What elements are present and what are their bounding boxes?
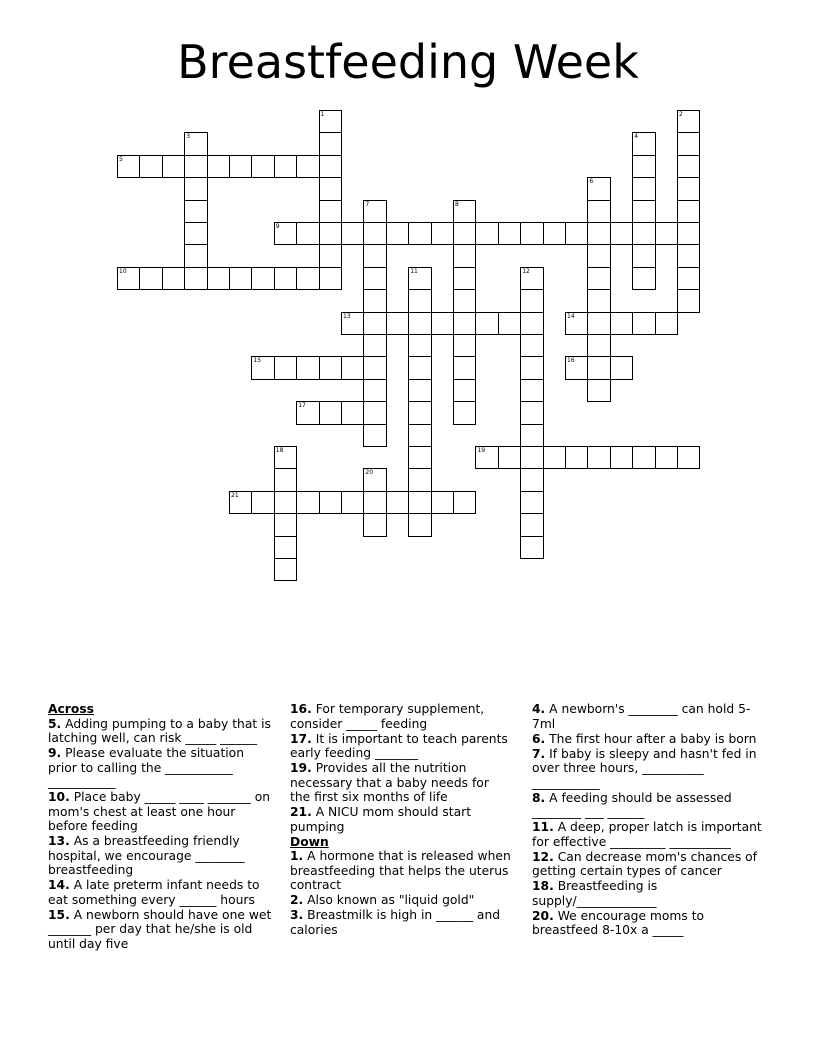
grid-cell[interactable]	[296, 356, 319, 379]
grid-cell[interactable]	[274, 536, 297, 559]
clue-label: 5.	[48, 716, 62, 731]
grid-cell[interactable]	[363, 401, 386, 424]
down-clue	[532, 702, 764, 731]
grid-cell[interactable]	[274, 491, 297, 514]
grid-cell[interactable]	[296, 155, 319, 178]
down-clue	[532, 747, 764, 791]
grid-cell[interactable]	[341, 491, 364, 514]
clue-number: 16	[567, 357, 575, 365]
clue-label: 12.	[532, 849, 554, 864]
grid-cell[interactable]	[341, 222, 364, 245]
grid-cell[interactable]	[274, 267, 297, 290]
grid-cell[interactable]	[587, 356, 610, 379]
grid-cell[interactable]	[565, 356, 588, 379]
clue-text: The first hour after a baby is born	[545, 731, 757, 746]
grid-cell[interactable]	[408, 401, 431, 424]
grid-cell[interactable]	[408, 334, 431, 357]
grid-cell[interactable]	[565, 222, 588, 245]
grid-cell[interactable]	[610, 222, 633, 245]
grid-cell[interactable]	[184, 222, 207, 245]
grid-cell[interactable]	[543, 222, 566, 245]
clue-number: 3	[186, 133, 191, 141]
clue-label: 13.	[48, 834, 70, 848]
grid-cell[interactable]	[453, 379, 476, 402]
grid-cell[interactable]	[587, 222, 610, 245]
clue-number: 21	[231, 491, 239, 499]
grid-cell[interactable]	[587, 267, 610, 290]
grid-cell[interactable]	[251, 267, 274, 290]
clue-label: 9.	[48, 746, 62, 760]
clue-label: 15.	[48, 907, 70, 922]
grid-cell[interactable]	[386, 491, 409, 514]
grid-cell[interactable]	[520, 356, 543, 379]
grid-cell[interactable]	[274, 155, 297, 178]
clue-column-3	[532, 702, 764, 938]
grid-cell[interactable]	[363, 222, 386, 245]
grid-cell[interactable]	[363, 468, 386, 491]
grid-cell[interactable]	[677, 446, 700, 469]
clue-text: We encourage moms to breastfeed 8-10x a _____	[532, 908, 705, 937]
clue-number: 1	[320, 111, 325, 118]
grid-cell[interactable]	[632, 267, 655, 290]
across-clue	[48, 717, 276, 746]
across-clue	[48, 834, 276, 878]
grid-cell[interactable]	[319, 132, 342, 155]
grid-cell[interactable]	[520, 267, 543, 290]
grid-cell[interactable]	[296, 491, 319, 514]
grid-cell[interactable]	[341, 312, 364, 335]
grid-cell[interactable]	[632, 177, 655, 200]
grid-cell[interactable]	[453, 491, 476, 514]
grid-cell[interactable]	[453, 356, 476, 379]
grid-cell[interactable]	[587, 244, 610, 267]
clue-number: 5	[119, 155, 123, 163]
grid-cell[interactable]	[274, 356, 297, 379]
clue-label: 7.	[532, 746, 546, 761]
grid-cell[interactable]	[117, 267, 140, 290]
grid-cell[interactable]	[587, 446, 610, 469]
clue-number: 6	[589, 178, 594, 186]
grid-cell[interactable]	[520, 513, 543, 536]
clue-text: Also known as "liquid gold"	[303, 893, 475, 907]
clue-number: 2	[679, 111, 683, 118]
grid-cell[interactable]	[229, 155, 252, 178]
grid-cell[interactable]	[139, 267, 162, 290]
grid-cell[interactable]	[363, 379, 386, 402]
clue-number: 11	[410, 267, 418, 275]
grid-cell[interactable]	[139, 155, 162, 178]
grid-cell[interactable]	[453, 244, 476, 267]
down-clue	[532, 791, 764, 820]
clue-label: 6.	[532, 731, 546, 746]
grid-cell[interactable]	[610, 312, 633, 335]
grid-cell[interactable]	[408, 491, 431, 514]
grid-cell[interactable]	[184, 267, 207, 290]
grid-cell[interactable]	[520, 536, 543, 559]
clue-number: 12	[522, 267, 530, 275]
clue-label: 20.	[532, 908, 554, 923]
grid-cell[interactable]	[565, 312, 588, 335]
grid-cell[interactable]	[296, 401, 319, 424]
clue-number: 8	[455, 200, 459, 208]
clue-text: A deep, proper latch is important for effective _________ __________	[532, 820, 762, 849]
grid-cell[interactable]	[632, 132, 655, 155]
grid-cell[interactable]	[363, 244, 386, 267]
grid-cell[interactable]	[587, 312, 610, 335]
clue-label: 4.	[532, 702, 546, 716]
grid-cell[interactable]	[632, 312, 655, 335]
clue-label: 17.	[290, 731, 312, 746]
grid-cell[interactable]	[565, 446, 588, 469]
grid-cell[interactable]	[408, 312, 431, 335]
grid-cell[interactable]	[587, 379, 610, 402]
grid-cell[interactable]	[655, 446, 678, 469]
across-clue-list	[48, 717, 276, 952]
grid-cell[interactable]	[520, 222, 543, 245]
grid-cell[interactable]	[498, 312, 521, 335]
grid-cell[interactable]	[431, 312, 454, 335]
grid-cell[interactable]	[319, 155, 342, 178]
grid-cell[interactable]	[184, 244, 207, 267]
grid-cell[interactable]	[408, 513, 431, 536]
grid-cell[interactable]	[319, 491, 342, 514]
across-clue	[290, 805, 512, 834]
grid-cell[interactable]	[520, 424, 543, 447]
across-clue	[48, 878, 276, 907]
clue-text: A newborn's ________ can hold 5-7ml	[532, 702, 751, 731]
clue-label: 18.	[532, 879, 554, 893]
grid-cell[interactable]	[453, 200, 476, 223]
grid-cell[interactable]	[453, 289, 476, 312]
grid-cell[interactable]	[587, 177, 610, 200]
across-clue-list-continued	[290, 702, 512, 834]
down-clue	[290, 849, 512, 893]
clue-text: Can decrease mom's chances of getting certain types of cancer	[532, 849, 757, 878]
grid-cell[interactable]	[520, 334, 543, 357]
grid-cell[interactable]	[610, 446, 633, 469]
grid-cell[interactable]	[475, 222, 498, 245]
grid-cell[interactable]	[341, 356, 364, 379]
grid-cell[interactable]	[632, 200, 655, 223]
clue-text: Place baby _____ ____ _______ on mom's chest at least one hour before feeding	[48, 790, 271, 833]
grid-cell[interactable]	[408, 289, 431, 312]
grid-cell[interactable]	[520, 401, 543, 424]
clue-text: If baby is sleepy and hasn't fed in over three hours, __________ ___________	[532, 746, 757, 790]
grid-cell[interactable]	[341, 401, 364, 424]
grid-cell[interactable]	[677, 155, 700, 178]
clue-label: 14.	[48, 878, 70, 892]
clue-label: 8.	[532, 790, 546, 805]
down-clue	[532, 820, 764, 849]
grid-cell[interactable]	[162, 155, 185, 178]
down-clue	[290, 893, 512, 908]
clue-text: A hormone that is released when breastfeeding that helps the uterus contract	[290, 849, 511, 892]
grid-cell[interactable]	[296, 222, 319, 245]
grid-cell[interactable]	[610, 356, 633, 379]
grid-cell[interactable]	[655, 222, 678, 245]
across-clue	[48, 790, 276, 834]
clue-number: 9	[275, 223, 280, 230]
clue-label: 1.	[290, 849, 304, 863]
grid-cell[interactable]	[274, 222, 297, 245]
grid-cell[interactable]	[319, 222, 342, 245]
grid-cell[interactable]	[274, 446, 297, 469]
clue-column-1	[48, 702, 276, 952]
grid-cell[interactable]	[363, 356, 386, 379]
across-heading: Across	[48, 702, 94, 716]
grid-cell[interactable]	[632, 222, 655, 245]
clue-number: 13	[343, 312, 351, 320]
grid-cell[interactable]	[162, 267, 185, 290]
grid-cell[interactable]	[251, 155, 274, 178]
grid-cell[interactable]	[408, 356, 431, 379]
grid-cell[interactable]	[677, 110, 700, 133]
grid-cell[interactable]	[386, 312, 409, 335]
grid-cell[interactable]	[207, 155, 230, 178]
grid-cell[interactable]	[319, 244, 342, 267]
down-heading: Down	[290, 834, 329, 849]
grid-cell[interactable]	[520, 468, 543, 491]
grid-cell[interactable]	[431, 491, 454, 514]
clue-label: 3.	[290, 908, 304, 922]
clue-label: 16.	[290, 702, 312, 716]
grid-cell[interactable]	[207, 267, 230, 290]
grid-cell[interactable]	[587, 289, 610, 312]
clue-number: 10	[119, 267, 127, 275]
clue-text: Please evaluate the situation prior to calling the ___________ ___________	[48, 746, 244, 789]
clue-number: 7	[365, 200, 370, 208]
grid-cell[interactable]	[543, 446, 566, 469]
grid-cell[interactable]	[319, 200, 342, 223]
down-clue	[532, 732, 764, 747]
grid-cell[interactable]	[520, 446, 543, 469]
grid-cell[interactable]	[319, 110, 342, 133]
grid-cell[interactable]	[408, 468, 431, 491]
grid-cell[interactable]	[274, 513, 297, 536]
grid-cell[interactable]	[520, 312, 543, 335]
grid-cell[interactable]	[520, 491, 543, 514]
grid-cell[interactable]	[296, 267, 319, 290]
grid-cell[interactable]	[677, 267, 700, 290]
clue-text: A late preterm infant needs to eat something every ______ hours	[48, 878, 260, 907]
grid-cell[interactable]	[498, 446, 521, 469]
grid-cell[interactable]	[363, 312, 386, 335]
grid-cell[interactable]	[408, 222, 431, 245]
clue-number: 15	[253, 357, 262, 365]
down-clue-list-continued	[532, 702, 764, 938]
puzzle-title: Breastfeeding Week	[177, 35, 639, 89]
grid-cell[interactable]	[408, 446, 431, 469]
across-clue	[290, 732, 512, 761]
clue-number: 18	[275, 447, 284, 454]
grid-cell[interactable]	[117, 155, 140, 178]
grid-cell[interactable]	[363, 513, 386, 536]
clue-column-2	[290, 702, 512, 938]
clue-label: 2.	[290, 893, 304, 907]
down-clue	[532, 909, 764, 938]
grid-cell[interactable]	[363, 334, 386, 357]
across-clue	[48, 908, 276, 952]
grid-cell[interactable]	[655, 312, 678, 335]
grid-cell[interactable]	[587, 200, 610, 223]
clue-text: Breastfeeding is supply/_____________	[532, 879, 658, 908]
down-clue	[532, 850, 764, 879]
grid-cell[interactable]	[520, 379, 543, 402]
grid-cell[interactable]	[319, 401, 342, 424]
grid-cell[interactable]	[319, 177, 342, 200]
grid-cell[interactable]	[386, 222, 409, 245]
clue-text: It is important to teach parents early feeding _______	[290, 731, 508, 760]
grid-cell[interactable]	[184, 155, 207, 178]
down-clue	[290, 908, 512, 937]
grid-cell[interactable]	[453, 401, 476, 424]
grid-cell[interactable]	[632, 446, 655, 469]
clue-number: 20	[365, 469, 374, 477]
grid-cell[interactable]	[453, 312, 476, 335]
grid-cell[interactable]	[319, 267, 342, 290]
grid-cell[interactable]	[431, 222, 454, 245]
clue-number: 4	[634, 133, 639, 141]
grid-cell[interactable]	[677, 177, 700, 200]
grid-cell[interactable]	[408, 379, 431, 402]
clue-label: 21.	[290, 805, 312, 819]
grid-cell[interactable]	[453, 222, 476, 245]
clue-label: 10.	[48, 790, 70, 804]
clue-number: 17	[298, 402, 306, 410]
grid-cell[interactable]	[677, 289, 700, 312]
across-clue	[290, 761, 512, 805]
grid-cell[interactable]	[363, 200, 386, 223]
clue-text: For temporary supplement, consider _____ feeding	[290, 702, 485, 731]
grid-cell[interactable]	[319, 356, 342, 379]
clue-text: Provides all the nutrition necessary that a baby needs for the first six months of life	[290, 761, 489, 804]
grid-cell[interactable]	[184, 200, 207, 223]
grid-cell[interactable]	[453, 334, 476, 357]
clue-label: 11.	[532, 820, 554, 834]
grid-cell[interactable]	[632, 155, 655, 178]
grid-cell[interactable]	[363, 267, 386, 290]
grid-cell[interactable]	[408, 424, 431, 447]
grid-cell[interactable]	[274, 468, 297, 491]
grid-cell[interactable]	[363, 491, 386, 514]
clue-number: 19	[477, 447, 486, 454]
grid-cell[interactable]	[408, 267, 431, 290]
grid-cell[interactable]	[184, 132, 207, 155]
clue-text: A NICU mom should start pumping	[290, 805, 472, 834]
clue-text: Adding pumping to a baby that is latching well, can risk _____ ______	[48, 716, 271, 745]
grid-cell[interactable]	[677, 222, 700, 245]
grid-cell[interactable]	[475, 446, 498, 469]
grid-cell[interactable]	[184, 177, 207, 200]
grid-cell[interactable]	[632, 244, 655, 267]
grid-cell[interactable]	[363, 289, 386, 312]
down-clue	[532, 879, 764, 908]
grid-cell[interactable]	[677, 132, 700, 155]
grid-cell[interactable]	[229, 491, 252, 514]
grid-cell[interactable]	[274, 558, 297, 581]
grid-cell[interactable]	[251, 356, 274, 379]
clue-text: As a breastfeeding friendly hospital, we encourage ________ breastfeeding	[48, 834, 245, 877]
grid-cell[interactable]	[498, 222, 521, 245]
grid-cell[interactable]	[363, 424, 386, 447]
across-clue	[48, 746, 276, 790]
grid-cell[interactable]	[520, 289, 543, 312]
grid-cell[interactable]	[677, 244, 700, 267]
grid-cell[interactable]	[229, 267, 252, 290]
clue-text: A feeding should be assessed ________ ___ ______	[532, 790, 732, 819]
grid-cell[interactable]	[251, 491, 274, 514]
grid-cell[interactable]	[587, 334, 610, 357]
grid-cell[interactable]	[677, 200, 700, 223]
clue-number: 14	[567, 312, 575, 320]
clue-label: 19.	[290, 761, 312, 775]
grid-cell[interactable]	[453, 267, 476, 290]
down-clue-list	[290, 849, 512, 937]
across-clue	[290, 702, 512, 731]
grid-cell[interactable]	[475, 312, 498, 335]
clue-text: Breastmilk is high in ______ and calories	[290, 908, 501, 937]
clue-text: A newborn should have one wet _______ per day that he/she is old until day five	[48, 907, 272, 951]
